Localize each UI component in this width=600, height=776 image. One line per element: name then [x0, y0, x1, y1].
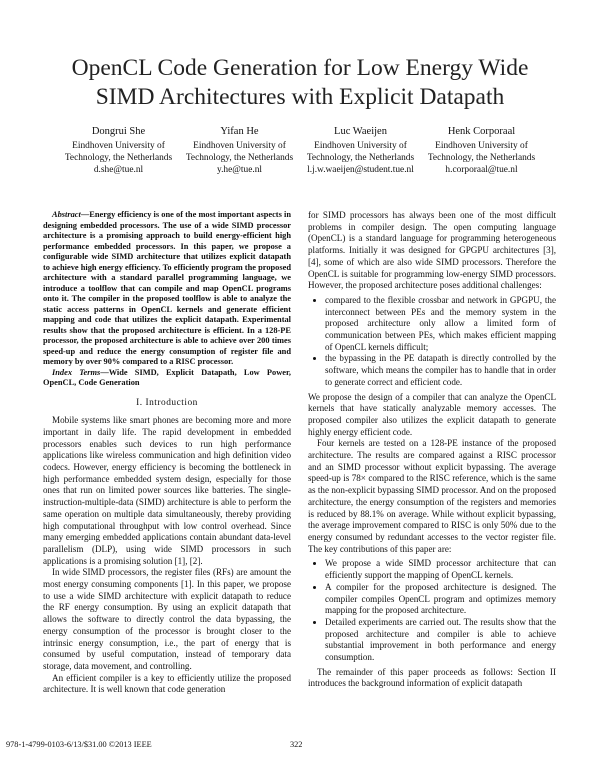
- author-affiliation: Eindhoven University of: [435, 141, 528, 151]
- abstract-label: Abstract: [52, 210, 81, 219]
- paragraph: In wide SIMD processors, the register files (RFs) are amount the most energy consuming components [1]. In this paper, we propose to use a wide SIMD architecture with explicit datapath to reduce the RF energy consumption. By using an explicit datapath that allows the software to directly control the data bypassing, the energy consumption of the processor is brought closer to the intrinsic energy consumption, i.e., the part of energy that is consumed by useful computation, instead of temporary data storage, data movement, and controlling.: [43, 567, 291, 671]
- section-heading-introduction: I. Introduction: [136, 397, 198, 408]
- list-item: • the bypassing in the PE datapath is directly controlled by the software, which means the compiler has to handle that in order to generate correct and efficient code.: [325, 353, 556, 388]
- author-name: Luc Waeijen: [334, 126, 387, 137]
- author-affiliation: Technology, the Netherlands: [306, 153, 415, 163]
- author-block: [58, 126, 542, 176]
- abstract: [43, 210, 291, 368]
- paragraph: The remainder of this paper proceeds as follows: Section II introduces the background information of explicit datapath: [308, 666, 556, 689]
- author-affiliation: Eindhoven University of: [314, 141, 407, 151]
- contributions-list: [308, 558, 556, 663]
- author-affiliation: Technology, the Netherlands: [64, 153, 173, 163]
- paragraph: Mobile systems like smart phones are becoming more and more important in daily life. The rapid development in embedded processors enables such devices to run high performance applications like wireless communication and high definition video codecs. However, energy efficiency is becoming the bottleneck in high performance embedded system design, especially for those ones that run on limited power sources like batteries. The single-instruction-multiple-data (SIMD) architecture is able to perform the same operation on multiple data simultaneously, thereby providing high computational throughput with low control overhead. Since many emerging embedded applications contain abundant data-level parallelism (DLP), using wide SIMD processors in such applications is a promising solution [1], [2].: [43, 415, 291, 566]
- author-email[interactable]: h.corporaal@tue.nl: [445, 165, 518, 175]
- right-column: [308, 210, 556, 690]
- index-terms-text: —Wide SIMD, Explicit Datapath, Low Power, OpenCL, Code Generation: [43, 367, 291, 387]
- copyright-footer: 978-1-4799-0103-6/13/$31.00 ©2013 IEEE: [6, 740, 152, 749]
- title-line-1: OpenCL Code Generation for Low Energy Wide: [71, 55, 529, 81]
- paragraph: An efficient compiler is a key to efficiently utilize the proposed architecture. It is well known that code generation: [43, 672, 291, 695]
- author-name: Yifan He: [220, 126, 259, 137]
- author-4: [421, 126, 542, 176]
- title-line-2: SIMD Architectures with Explicit Datapath: [95, 84, 505, 110]
- list-item: • compared to the flexible crossbar and network in GPGPU, the interconnect between PEs and the memory system in the proposed architecture only allow a limited form of communication between PEs, which makes efficient mapping of OpenCL kernels difficult;: [325, 295, 556, 354]
- challenges-list: [308, 295, 556, 389]
- author-email[interactable]: l.j.w.waeijen@student.tue.nl: [307, 165, 414, 175]
- author-2: [179, 126, 300, 176]
- author-affiliation: Technology, the Netherlands: [185, 153, 294, 163]
- list-item: • A compiler for the proposed architecture is designed. The compiler compiles OpenCL program and optimizes memory mapping for the proposed architecture.: [325, 582, 556, 617]
- index-terms-label: Index Terms: [52, 367, 101, 377]
- author-3: [300, 126, 421, 176]
- author-name: Henk Corporaal: [447, 126, 516, 137]
- paper-title: [0, 54, 600, 112]
- list-item: • We propose a wide SIMD processor architecture that can efficiently support the mapping of OpenCL kernels.: [325, 558, 556, 581]
- page-number: 322: [290, 740, 303, 749]
- author-1: [58, 126, 179, 176]
- list-item: • Detailed experiments are carried out. The results show that the proposed architecture and compiler is able to achieve substantial improvement in both performance and energy consumption.: [325, 617, 556, 664]
- author-email[interactable]: y.he@tue.nl: [217, 165, 262, 175]
- abstract-text: —Energy efficiency is one of the most important aspects in designing embedded processors. The use of a wide SIMD processor architecture is a promising approach to build energy-efficient high performance embedded processors. In this paper, we propose a configurable wide SIMD architecture that utilizes explicit datapath to achieve high energy efficiency. To efficiently program the proposed architecture with a standard parallel programming language, we introduce a toolflow that can compile and map OpenCL programs onto it. The compiler in the proposed toolflow is able to analyze the static access patterns in OpenCL kernels and generate efficient mapping and code that utilizes the explicit datapath. Experimental results show that the proposed architecture is efficient. In a 128-PE processor, the proposed architecture is able to achieve over 200 times speed-up and reduce the energy consumption of register file and memory by over 90% compared to a RISC processor.: [43, 210, 291, 366]
- paragraph: for SIMD processors has always been one of the most difficult problems in compiler design. The open computing language (OpenCL) is a standard language for programming heterogeneous platforms. Initially it was designed for GPGPU architectures [3], [4], some of which are also wide SIMD processors. Therefore the OpenCL is suitable for programming low-energy SIMD processors. However, the proposed architecture poses additional challenges:: [308, 210, 556, 291]
- paragraph: We propose the design of a compiler that can analyze the OpenCL kernels that have statically analyzable memory accesses. The proposed compiler also utilizes the explicit datapath to generate highly energy efficient code.: [308, 391, 556, 437]
- author-email[interactable]: d.she@tue.nl: [93, 165, 144, 175]
- author-affiliation: Technology, the Netherlands: [427, 153, 536, 163]
- author-affiliation: Eindhoven University of: [193, 141, 286, 151]
- left-column: [43, 210, 291, 696]
- author-name: Dongrui She: [91, 126, 146, 137]
- paragraph: Four kernels are tested on a 128-PE instance of the proposed architecture. The results are compared against a RISC processor and an SIMD processor without explicit bypassing. The average speed-up is 78× compared to the RISC reference, which is the same as the non-explicit bypassing SIMD processor. And on the proposed architecture, the energy consumption of the registers and memories is reduced by 88.1% on average. While without explicit bypassing, the average improvement compared to RISC is only 50% due to the energy consumed by redundant accesses to the vector register file. The key contributions of this paper are:: [308, 438, 556, 554]
- index-terms: [43, 368, 291, 389]
- author-affiliation: Eindhoven University of: [72, 141, 165, 151]
